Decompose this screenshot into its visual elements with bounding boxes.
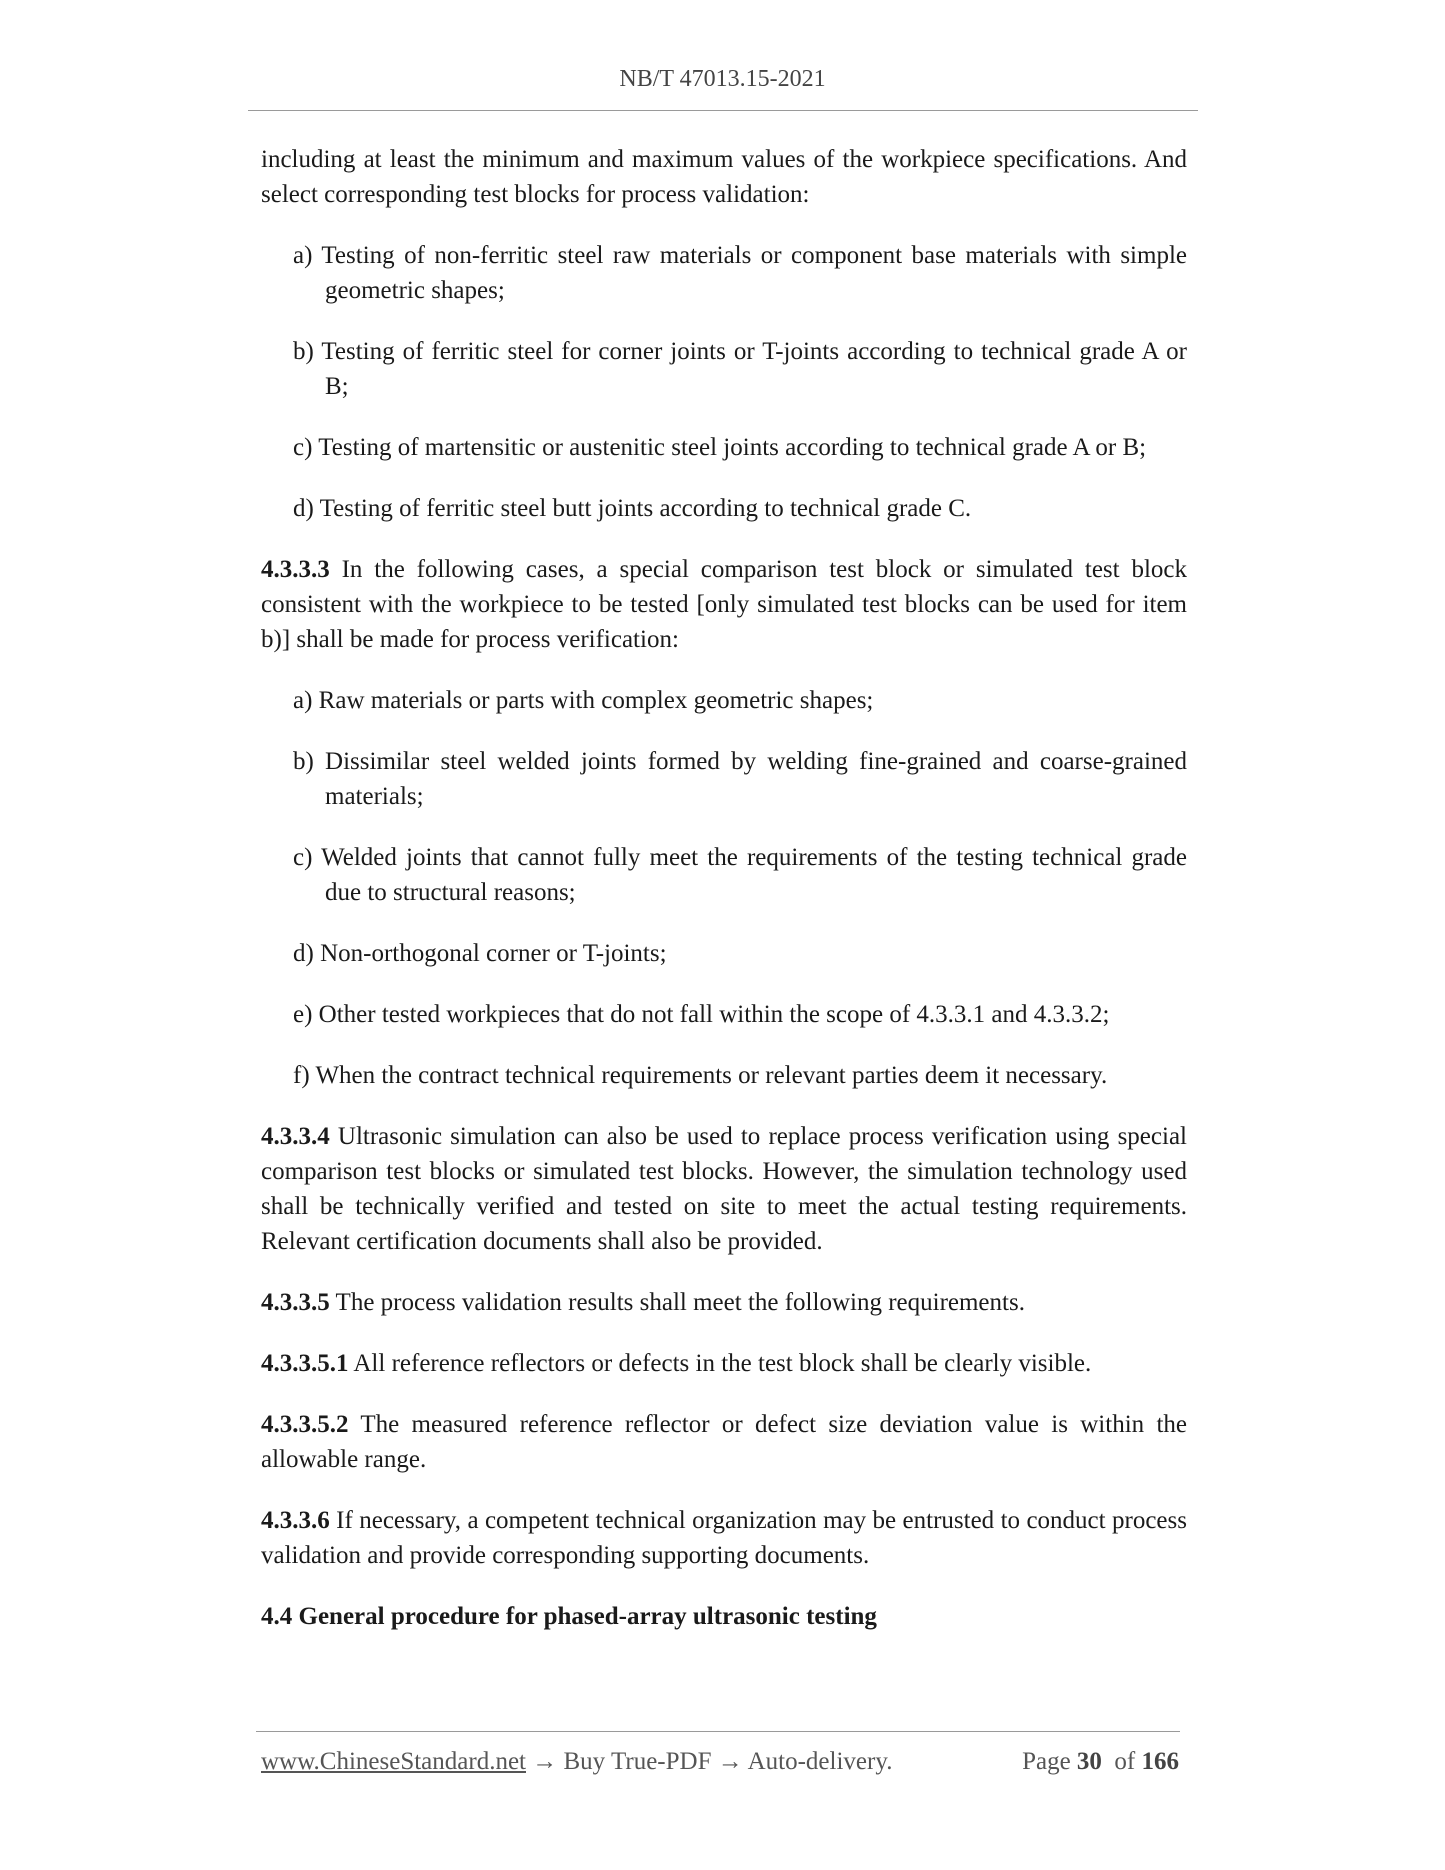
clause-text: All reference reflectors or defects in the test block shall be clearly visible. bbox=[348, 1350, 1092, 1377]
of-label: of bbox=[1114, 1748, 1136, 1775]
list-item: f) When the contract technical requirements or relevant parties deem it necessary. bbox=[293, 1062, 1108, 1089]
clause-number: 4.3.3.5.1 bbox=[261, 1350, 349, 1377]
clause-4-3-3-5 bbox=[261, 1285, 1187, 1320]
clause-4-3-3-3 bbox=[261, 552, 1187, 657]
section-heading-4-4: 4.4 General procedure for phased-array ultrasonic testing bbox=[261, 1603, 877, 1630]
header-divider bbox=[248, 110, 1198, 111]
list-item: c) Testing of martensitic or austenitic steel joints according to technical grade A or B; bbox=[293, 434, 1147, 461]
list-item: d) Testing of ferritic steel butt joints according to technical grade C. bbox=[293, 495, 972, 522]
clause-text: The process validation results shall meet the following requirements. bbox=[329, 1289, 1025, 1316]
total-pages: 166 bbox=[1141, 1748, 1179, 1775]
list-item: a) Raw materials or parts with complex geometric shapes; bbox=[293, 687, 874, 714]
footer-promo bbox=[261, 1748, 892, 1776]
clause-number: 4.3.3.5.2 bbox=[261, 1411, 349, 1438]
running-header: NB/T 47013.15-2021 bbox=[619, 66, 826, 92]
page-label: Page bbox=[1022, 1748, 1071, 1775]
clause-4-3-3-4 bbox=[261, 1119, 1187, 1259]
clause-number: 4.3.3.4 bbox=[261, 1123, 330, 1150]
list-item: c) Welded joints that cannot fully meet the requirements of the testing technical grade due to structural reasons; bbox=[293, 844, 1187, 906]
clause-number: 4.3.3.3 bbox=[261, 556, 330, 583]
footer-divider bbox=[256, 1731, 1180, 1732]
list-item: b) Dissimilar steel welded joints formed by welding fine-grained and coarse-grained materials; bbox=[293, 748, 1187, 810]
clause-4-3-3-5-2 bbox=[261, 1407, 1187, 1477]
website-link[interactable]: www.ChineseStandard.net bbox=[261, 1748, 526, 1775]
list-item: b) Testing of ferritic steel for corner joints or T-joints according to technical grade A or B; bbox=[293, 338, 1187, 400]
clause-text: Ultrasonic simulation can also be used to replace process verification using special comparison test blocks or simulated test blocks. However, the simulation technology used shall be technically verified and tested on site to meet the actual testing requirements. Relevant certification documents shall also be provided. bbox=[261, 1123, 1187, 1255]
list-item: a) Testing of non-ferritic steel raw materials or component base materials with simple geometric shapes; bbox=[293, 242, 1187, 304]
page-body bbox=[261, 142, 1187, 1660]
clause-text: The measured reference reflector or defect size deviation value is within the allowable range. bbox=[261, 1411, 1187, 1473]
clause-number: 4.3.3.6 bbox=[261, 1507, 330, 1534]
list-item: e) Other tested workpieces that do not fall within the scope of 4.3.3.1 and 4.3.3.2; bbox=[293, 1001, 1110, 1028]
list-item: d) Non-orthogonal corner or T-joints; bbox=[293, 940, 667, 967]
intro-paragraph: including at least the minimum and maximum values of the workpiece specifications. And select corresponding test blocks for process validation: bbox=[261, 146, 1187, 208]
clause-4-3-3-5-1 bbox=[261, 1346, 1187, 1381]
page-number bbox=[1022, 1748, 1179, 1776]
clause-4-3-3-6 bbox=[261, 1503, 1187, 1573]
footer-tagline: → Buy True-PDF → Auto-delivery. bbox=[526, 1748, 893, 1775]
clause-number: 4.3.3.5 bbox=[261, 1289, 330, 1316]
clause-text: In the following cases, a special comparison test block or simulated test block consistent with the workpiece to be tested [only simulated test blocks can be used for item b)] shall be made for process verification: bbox=[261, 556, 1187, 653]
current-page: 30 bbox=[1076, 1748, 1102, 1775]
clause-text: If necessary, a competent technical organization may be entrusted to conduct process validation and provide corresponding supporting documents. bbox=[261, 1507, 1187, 1569]
